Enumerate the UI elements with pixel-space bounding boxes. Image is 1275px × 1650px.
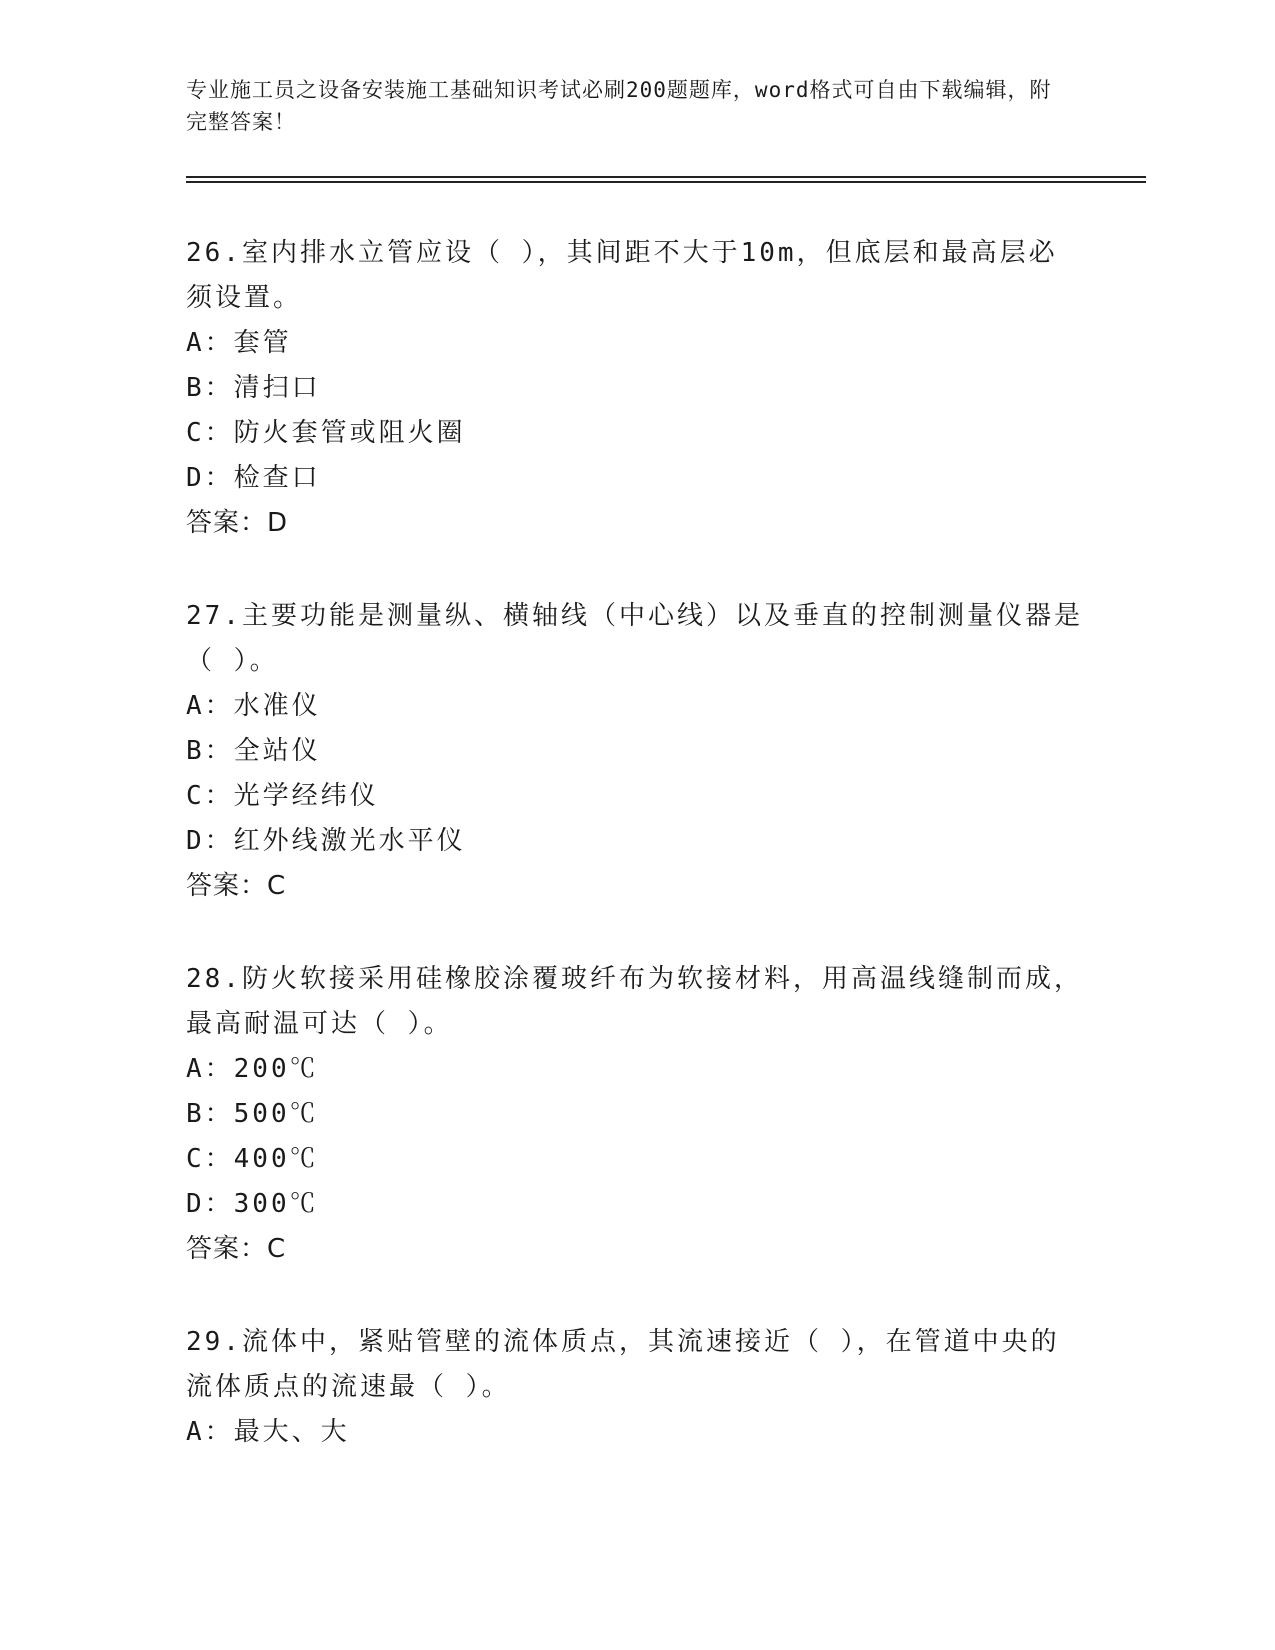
option-c: C：防火套管或阻火圈 bbox=[186, 418, 466, 448]
header-divider-top bbox=[186, 176, 1146, 178]
option-a: A：水准仪 bbox=[186, 691, 321, 721]
option-d: D：300℃ bbox=[186, 1189, 319, 1219]
answer-line: 答案：D bbox=[186, 508, 289, 538]
option-c: C：400℃ bbox=[186, 1144, 319, 1174]
option-c: C：光学经纬仪 bbox=[186, 781, 379, 811]
answer-line: 答案：C bbox=[186, 1234, 287, 1264]
question-27 bbox=[186, 594, 1086, 909]
question-29 bbox=[186, 1320, 1086, 1455]
question-stem: 26.室内排水立管应设（ ），其间距不大于10m，但底层和最高层必须设置。 bbox=[186, 238, 1058, 313]
question-stem: 28.防火软接采用硅橡胶涂覆玻纤布为软接材料，用高温线缝制而成，最高耐温可达（ ）。 bbox=[186, 964, 1083, 1039]
option-d: D：检查口 bbox=[186, 463, 321, 493]
option-b: B：500℃ bbox=[186, 1099, 319, 1129]
question-26 bbox=[186, 231, 1086, 546]
question-28 bbox=[186, 957, 1086, 1272]
question-stem: 27.主要功能是测量纵、横轴线（中心线）以及垂直的控制测量仪器是（ ）。 bbox=[186, 601, 1083, 676]
option-a: A：200℃ bbox=[186, 1054, 319, 1084]
answer-line: 答案：C bbox=[186, 871, 287, 901]
option-b: B：清扫口 bbox=[186, 373, 321, 403]
option-a: A：套管 bbox=[186, 328, 292, 358]
question-stem: 29.流体中，紧贴管壁的流体质点，其流速接近（ ），在管道中央的流体质点的流速最（ ）。 bbox=[186, 1327, 1060, 1402]
option-a: A：最大、大 bbox=[186, 1417, 350, 1447]
document-header: 专业施工员之设备安装施工基础知识考试必刷200题题库，word格式可自由下载编辑，附完整答案！ bbox=[186, 78, 1052, 134]
option-d: D：红外线激光水平仪 bbox=[186, 826, 466, 856]
header-divider-bottom bbox=[186, 181, 1146, 183]
option-b: B：全站仪 bbox=[186, 736, 321, 766]
